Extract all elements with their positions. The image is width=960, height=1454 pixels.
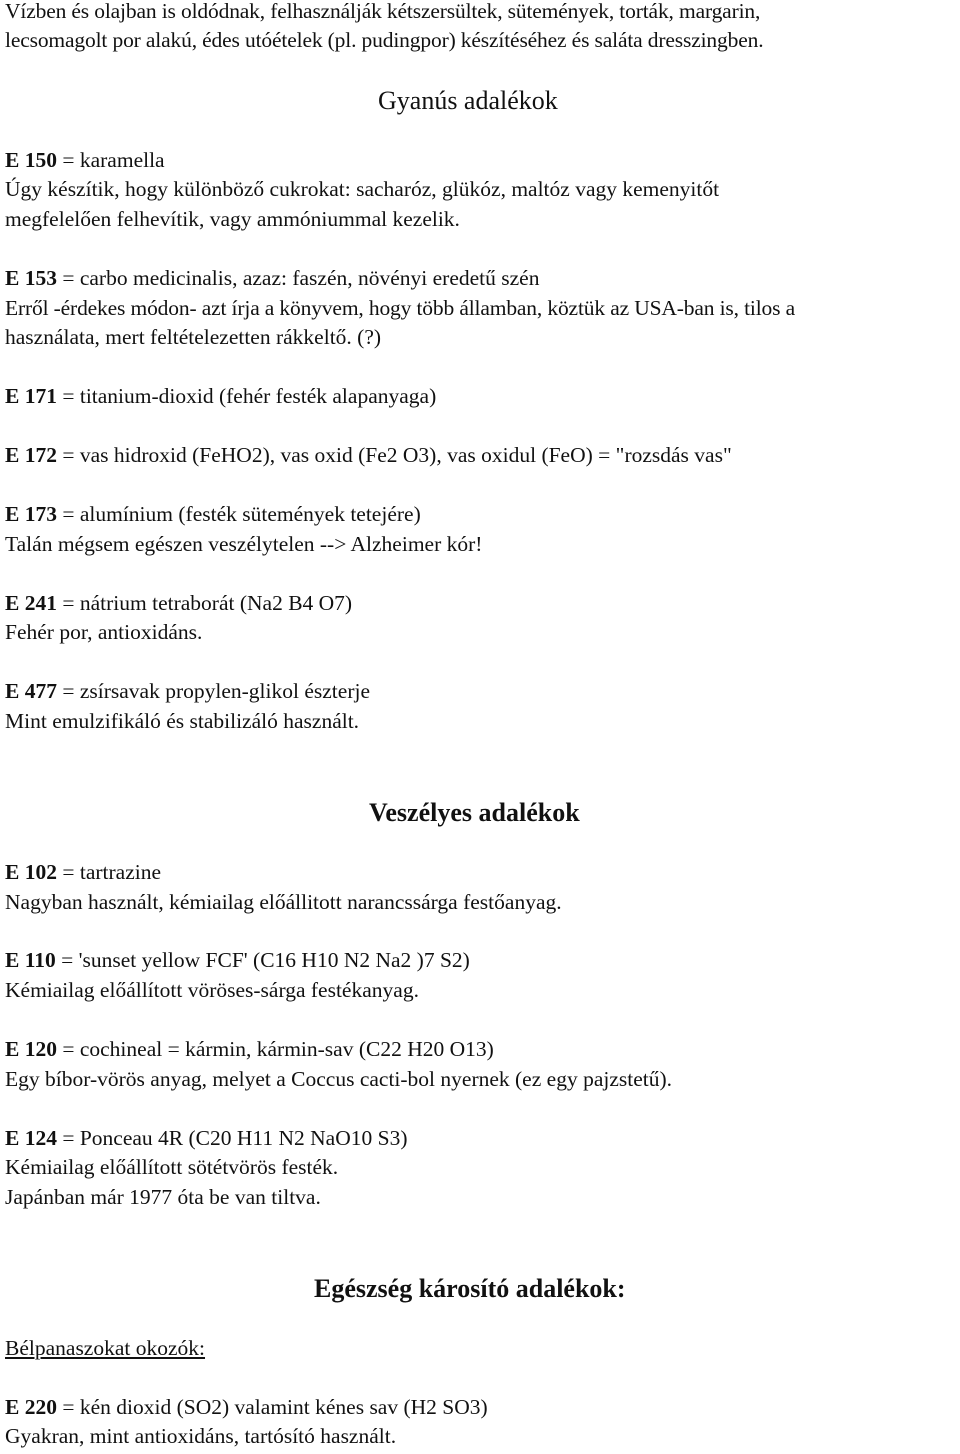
additive-code: E 477 — [5, 679, 57, 703]
additive-description: = titanium-dioxid (fehér festék alapanyaga) — [56, 384, 437, 408]
additive-code: E 150 — [5, 148, 57, 172]
additive-description: = alumínium (festék sütemények tetejére) — [56, 502, 421, 526]
additive-note: Mint emulzifikáló és stabilizáló használt. — [5, 709, 360, 733]
additive-note: Úgy készítik, hogy különböző cukrokat: sacharóz, glükóz, maltóz vagy kemenyitőt — [5, 177, 720, 201]
additive-description: = 'sunset yellow FCF' (C16 H10 N2 Na2 )7 S2) — [55, 948, 470, 972]
additive-description: = vas hidroxid (FeHO2), vas oxid (Fe2 O3), vas oxidul (FeO) = "rozsdás vas" — [56, 443, 732, 467]
additive-code: E 120 — [5, 1037, 57, 1061]
additive-note: Kémiailag előállított sötétvörös festék. — [5, 1155, 339, 1179]
additive-entry-e124 — [5, 1124, 408, 1153]
additive-note: Egy bíbor-vörös anyag, melyet a Coccus cacti-bol nyernek (ez egy pajzstetű). — [5, 1067, 673, 1091]
section-title-harmful: Egészség károsító adalékok: — [314, 1274, 626, 1303]
additive-note: Erről -érdekes módon- azt írja a könyvem, hogy több államban, köztük az USA-ban is, tilos a — [5, 296, 795, 320]
additive-description: = zsírsavak propylen-glikol észterje — [56, 679, 370, 703]
additive-description: = nátrium tetraborát (Na2 B4 O7) — [56, 591, 353, 615]
additive-note: Kémiailag előállított vöröses-sárga festékanyag. — [5, 978, 419, 1002]
additive-note: használata, mert feltételezetten rákkeltő. (?) — [5, 325, 382, 349]
additive-note: Gyakran, mint antioxidáns, tartósító használt. — [5, 1424, 397, 1448]
additive-entry-e477 — [5, 677, 370, 706]
additive-code: E 173 — [5, 502, 57, 526]
additive-note: Fehér por, antioxidáns. — [5, 620, 203, 644]
intro-line-2: lecsomagolt por alakú, édes utóételek (pl. pudingpor) készítéséhez és saláta dresszingben. — [5, 28, 764, 52]
additive-code: E 124 — [5, 1126, 57, 1150]
additive-entry-e150 — [5, 146, 165, 175]
subheading-bowel-complaints: Bélpanaszokat okozók: — [5, 1336, 206, 1360]
additive-note: Nagyban használt, kémiailag előállitott narancssárga festőanyag. — [5, 890, 562, 914]
additive-description: = karamella — [56, 148, 165, 172]
section-title-dangerous: Veszélyes adalékok — [369, 798, 580, 827]
additive-code: E 220 — [5, 1395, 57, 1419]
additive-entry-e171 — [5, 382, 436, 411]
additive-code: E 102 — [5, 860, 57, 884]
additive-entry-e110 — [5, 946, 470, 975]
additive-entry-e241 — [5, 589, 352, 618]
additive-note: megfelelően felhevítik, vagy ammóniummal kezelik. — [5, 207, 460, 231]
additive-code: E 241 — [5, 591, 57, 615]
additive-entry-e102 — [5, 858, 161, 887]
intro-line-1: Vízben és olajban is oldódnak, felhasználják kétszersültek, sütemények, torták, margarin, — [5, 0, 761, 23]
additive-description: = Ponceau 4R (C20 H11 N2 NaO10 S3) — [56, 1126, 408, 1150]
additive-entry-e220 — [5, 1393, 488, 1422]
additive-description: = carbo medicinalis, azaz: faszén, növényi eredetű szén — [56, 266, 540, 290]
additive-description: = cochineal = kármin, kármin-sav (C22 H20 O13) — [56, 1037, 494, 1061]
additive-note: Talán mégsem egészen veszélytelen --> Alzheimer kór! — [5, 532, 483, 556]
additive-code: E 110 — [5, 948, 56, 972]
additive-entry-e153 — [5, 264, 539, 293]
additive-description: = tartrazine — [56, 860, 162, 884]
additive-code: E 172 — [5, 443, 57, 467]
additive-note: Japánban már 1977 óta be van tiltva. — [5, 1185, 321, 1209]
additive-entry-e120 — [5, 1035, 494, 1064]
additive-entry-e172 — [5, 441, 732, 470]
additive-description: = kén dioxid (SO2) valamint kénes sav (H2 SO3) — [56, 1395, 488, 1419]
additive-code: E 171 — [5, 384, 57, 408]
additive-code: E 153 — [5, 266, 57, 290]
additive-entry-e173 — [5, 500, 421, 529]
section-title-suspicious: Gyanús adalékok — [378, 86, 558, 115]
